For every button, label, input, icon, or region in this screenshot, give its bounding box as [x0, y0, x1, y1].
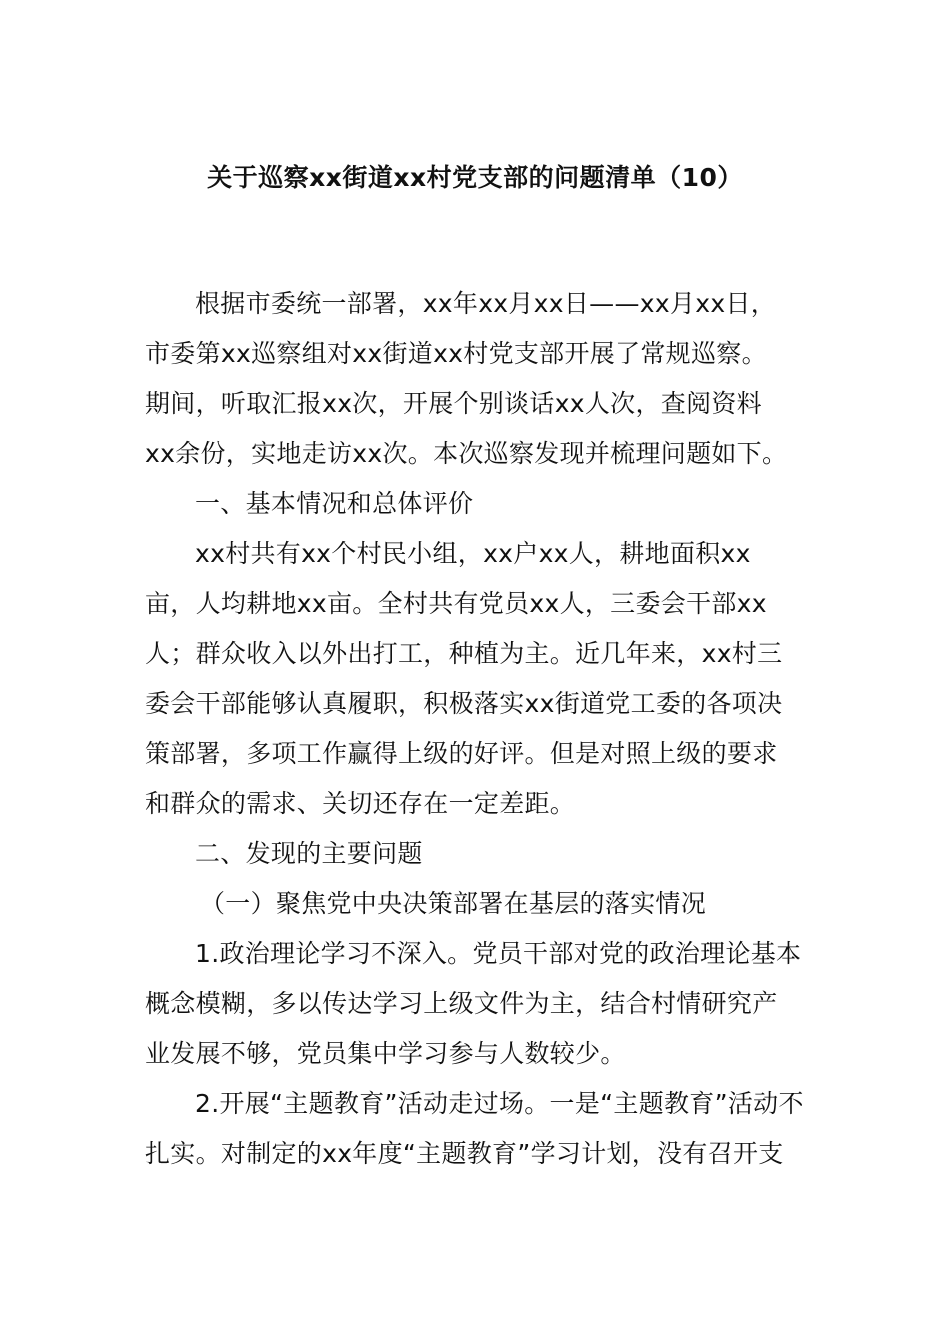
- paragraph-line: 业发展不够，党员集中学习参与人数较少。: [145, 1039, 626, 1068]
- paragraph-line: xx余份，实地走访xx次。本次巡察发现并梳理问题如下。: [145, 439, 788, 468]
- paragraph-line: 扎实。对制定的xx年度“主题教育”学习计划，没有召开支: [145, 1139, 784, 1168]
- subsection-heading: （一）聚焦党中央决策部署在基层的落实情况: [200, 889, 707, 918]
- paragraph-line: 和群众的需求、关切还存在一定差距。: [145, 789, 576, 818]
- paragraph-line: 根据市委统一部署，xx年xx月xx日——xx月xx日，: [195, 289, 777, 318]
- section-heading: 一、基本情况和总体评价: [195, 489, 474, 518]
- paragraph-line: 策部署，多项工作赢得上级的好评。但是对照上级的要求: [145, 739, 778, 768]
- paragraph-line: 1.政治理论学习不深入。党员干部对党的政治理论基本: [195, 939, 802, 968]
- document-body: [145, 279, 825, 1179]
- paragraph-line: 市委第xx巡察组对xx街道xx村党支部开展了常规巡察。: [145, 339, 767, 368]
- paragraph-line: 委会干部能够认真履职，积极落实xx街道党工委的各项决: [145, 689, 783, 718]
- section-heading: 二、发现的主要问题: [195, 839, 423, 868]
- paragraph-line: 期间，听取汇报xx次，开展个别谈话xx人次，查阅资料: [145, 389, 762, 418]
- paragraph-line: 2.开展“主题教育”活动走过场。一是“主题教育”活动不: [195, 1089, 804, 1118]
- paragraph-line: 人；群众收入以外出打工，种植为主。近几年来，xx村三: [145, 639, 783, 668]
- document-title: 关于巡察xx街道xx村党支部的问题清单（10）: [207, 163, 743, 192]
- paragraph-line: 概念模糊，多以传达学习上级文件为主，结合村情研究产: [145, 989, 778, 1018]
- paragraph-line: 亩，人均耕地xx亩。全村共有党员xx人，三委会干部xx: [145, 589, 767, 618]
- paragraph-line: xx村共有xx个村民小组，xx户xx人，耕地面积xx: [195, 539, 751, 568]
